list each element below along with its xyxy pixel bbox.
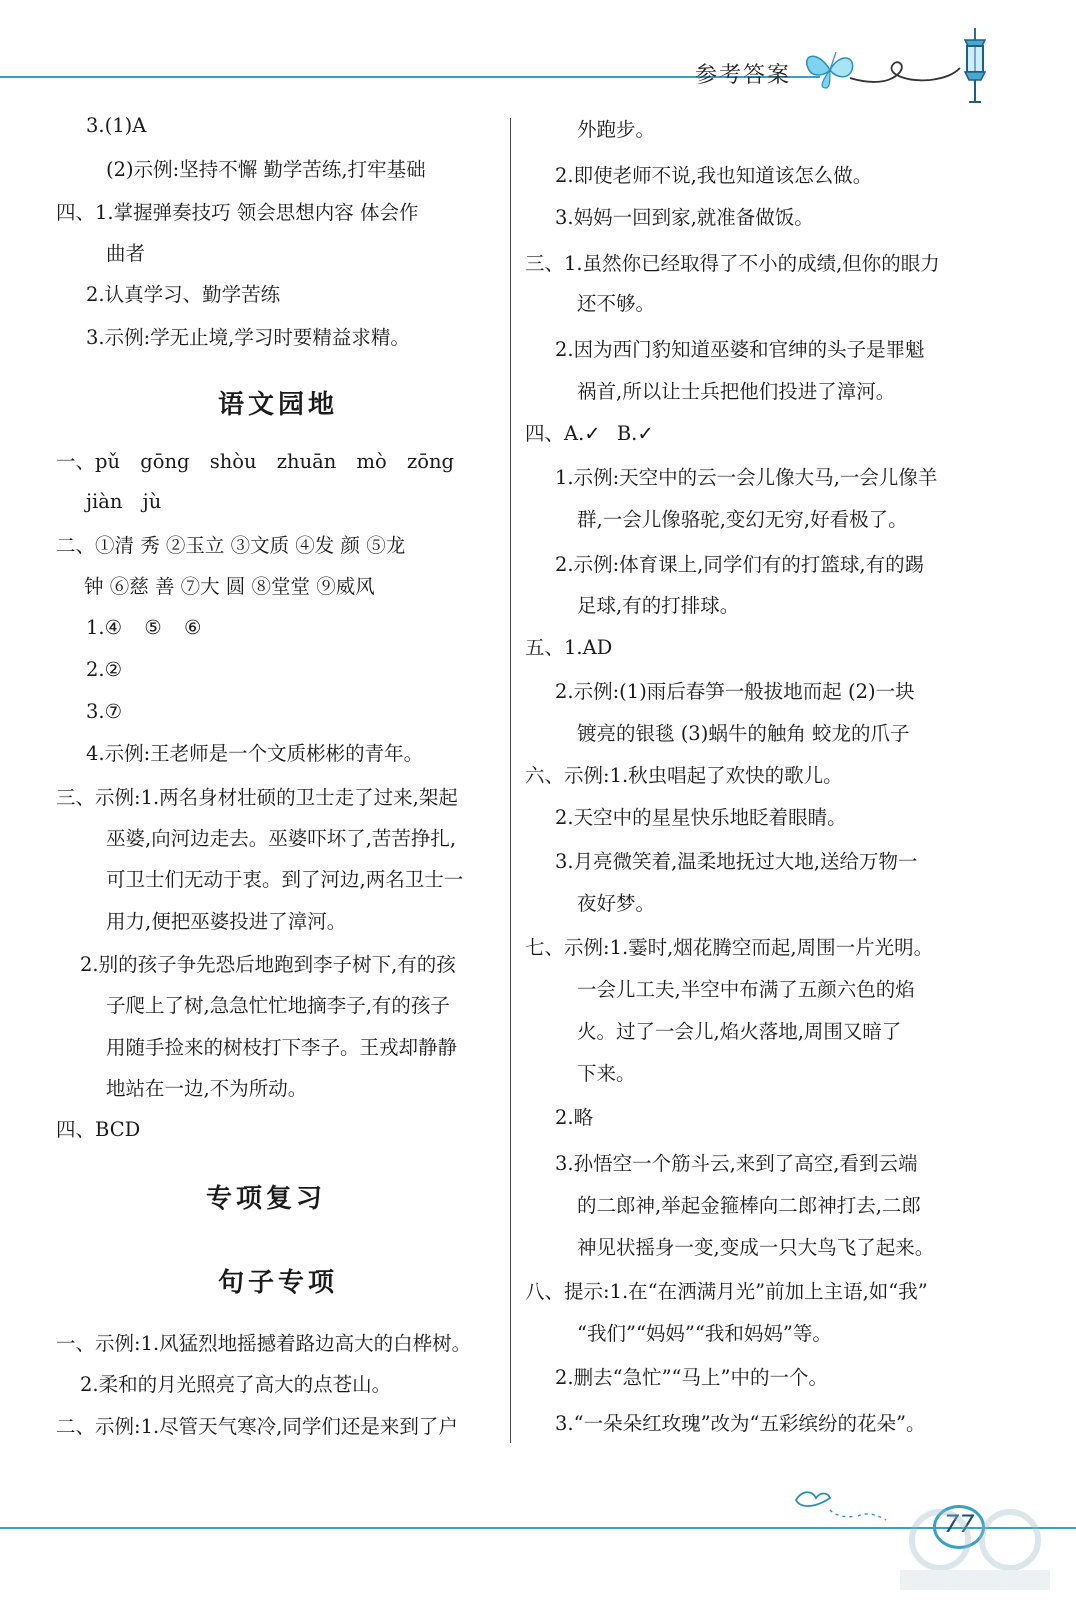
section-heading: 句子专项 [218, 1268, 339, 1298]
answer-line: 三、示例:1.两名身材壮硕的卫士走了过来,架起 [56, 786, 458, 809]
answer-line: 2.示例:(1)雨后春笋一般拔地而起 (2)一块 [555, 680, 915, 703]
answer-line: 3.(1)A [86, 114, 147, 137]
section-heading: 语文园地 [218, 390, 339, 420]
answer-line: 四、1.掌握弹奏技巧 领会思想内容 体会作 [56, 201, 419, 224]
answer-line: jiàn jù [86, 490, 162, 513]
answer-line: 2.② [86, 658, 123, 681]
answer-line: 1.示例:天空中的云一会儿像大马,一会儿像羊 [555, 466, 938, 489]
answer-line: 2.认真学习、勤学苦练 [86, 283, 281, 306]
answer-line: 一、pǔ gōng shòu zhuān mò zōng [56, 450, 455, 473]
page-number: 77 [944, 1510, 975, 1538]
answer-line: 群,一会儿像骆驼,变幻无穷,好看极了。 [577, 508, 908, 531]
answer-line: 3.示例:学无止境,学习时要精益求精。 [86, 326, 410, 349]
answer-line: 2.略 [555, 1106, 594, 1129]
answer-line: 2.柔和的月光照亮了高大的点苍山。 [80, 1373, 392, 1396]
answer-line: 四、BCD [56, 1118, 141, 1141]
answer-line: 四、A.✓ B.✓ [525, 422, 654, 445]
answer-line: 五、1.AD [525, 636, 613, 659]
answer-line: (2)示例:坚持不懈 勤学苦练,打牢基础 [106, 158, 426, 181]
answer-line: 的二郎神,举起金箍棒向二郎神打去,二郎 [577, 1194, 921, 1217]
answer-line: 用力,便把巫婆投进了漳河。 [106, 910, 347, 933]
watermark-stamp [880, 1500, 1060, 1600]
answer-line: 子爬上了树,急急忙忙地摘李子,有的孩子 [106, 994, 450, 1017]
answer-line: 还不够。 [577, 292, 656, 315]
answer-line: 2.别的孩子争先恐后地跑到李子树下,有的孩 [80, 953, 456, 976]
answer-line: 2.示例:体育课上,同学们有的打篮球,有的踢 [555, 553, 925, 576]
answer-line: 七、示例:1.霎时,烟花腾空而起,周围一片光明。 [525, 936, 934, 959]
answer-line: 曲者 [106, 242, 146, 265]
answer-line: 六、示例:1.秋虫唱起了欢快的歌儿。 [525, 764, 843, 787]
answer-line: 足球,有的打排球。 [577, 594, 740, 617]
answer-line: 一会儿工夫,半空中布满了五颜六色的焰 [577, 978, 915, 1001]
answer-line: 一、示例:1.风猛烈地摇撼着路边高大的白桦树。 [56, 1332, 472, 1355]
answer-line: 3.“一朵朵红玫瑰”改为“五彩缤纷的花朵”。 [555, 1412, 926, 1435]
section-heading: 专项复习 [206, 1184, 327, 1214]
answer-line: 外跑步。 [577, 118, 656, 141]
answer-line: 钟 ⑥慈 善 ⑦大 圆 ⑧堂堂 ⑨威风 [84, 575, 375, 598]
column-divider [510, 118, 511, 1443]
lamp-icon [955, 28, 995, 108]
header-title: 参考答案 [695, 63, 792, 88]
answer-line: 3.月亮微笑着,温柔地抚过大地,送给万物一 [555, 850, 918, 873]
answer-line: 2.因为西门豹知道巫婆和官绅的头子是罪魁 [555, 338, 925, 361]
answer-line: 巫婆,向河边走去。巫婆吓坏了,苦苦挣扎, [106, 827, 457, 850]
answer-line: 二、示例:1.尽管天气寒冷,同学们还是来到了户 [56, 1415, 458, 1438]
answer-line: 3.孙悟空一个筋斗云,来到了高空,看到云端 [555, 1152, 918, 1175]
answer-line: 3.妈妈一回到家,就准备做饭。 [555, 206, 814, 229]
answer-line: 2.删去“急忙”“马上”中的一个。 [555, 1366, 828, 1389]
answer-line: 下来。 [577, 1062, 636, 1085]
answer-line: 3.⑦ [86, 700, 123, 723]
answer-line: 2.天空中的星星快乐地眨着眼睛。 [555, 806, 847, 829]
answer-line: 2.即使老师不说,我也知道该怎么做。 [555, 164, 873, 187]
answer-line: 1.④ ⑤ ⑥ [86, 616, 202, 639]
answer-line: 火。过了一会儿,焰火落地,周围又暗了 [577, 1020, 902, 1043]
answer-line: 镀亮的银毯 (3)蜗牛的触角 蛟龙的爪子 [577, 722, 910, 745]
answer-line: 可卫士们无动于衷。到了河边,两名卫士一 [106, 868, 464, 891]
answer-line: 用随手捡来的树枝打下李子。王戎却静静 [106, 1036, 458, 1059]
answer-line: 祸首,所以让士兵把他们投进了漳河。 [577, 380, 896, 403]
answer-line: 八、提示:1.在“在洒满月光”前加上主语,如“我” [525, 1280, 928, 1303]
answer-line: 夜好梦。 [577, 892, 656, 915]
answer-line: 二、①清 秀 ②玉立 ③文质 ④发 颜 ⑤龙 [56, 534, 406, 557]
swirl-decoration [850, 50, 970, 90]
answer-line: 三、1.虽然你已经取得了不小的成绩,但你的眼力 [525, 252, 940, 275]
answer-line: 地站在一边,不为所动。 [106, 1077, 308, 1100]
answer-line: 4.示例:王老师是一个文质彬彬的青年。 [86, 742, 424, 765]
answer-line: “我们”“妈妈”“我和妈妈”等。 [577, 1322, 832, 1345]
answer-line: 神见状摇身一变,变成一只大鸟飞了起来。 [577, 1236, 935, 1259]
